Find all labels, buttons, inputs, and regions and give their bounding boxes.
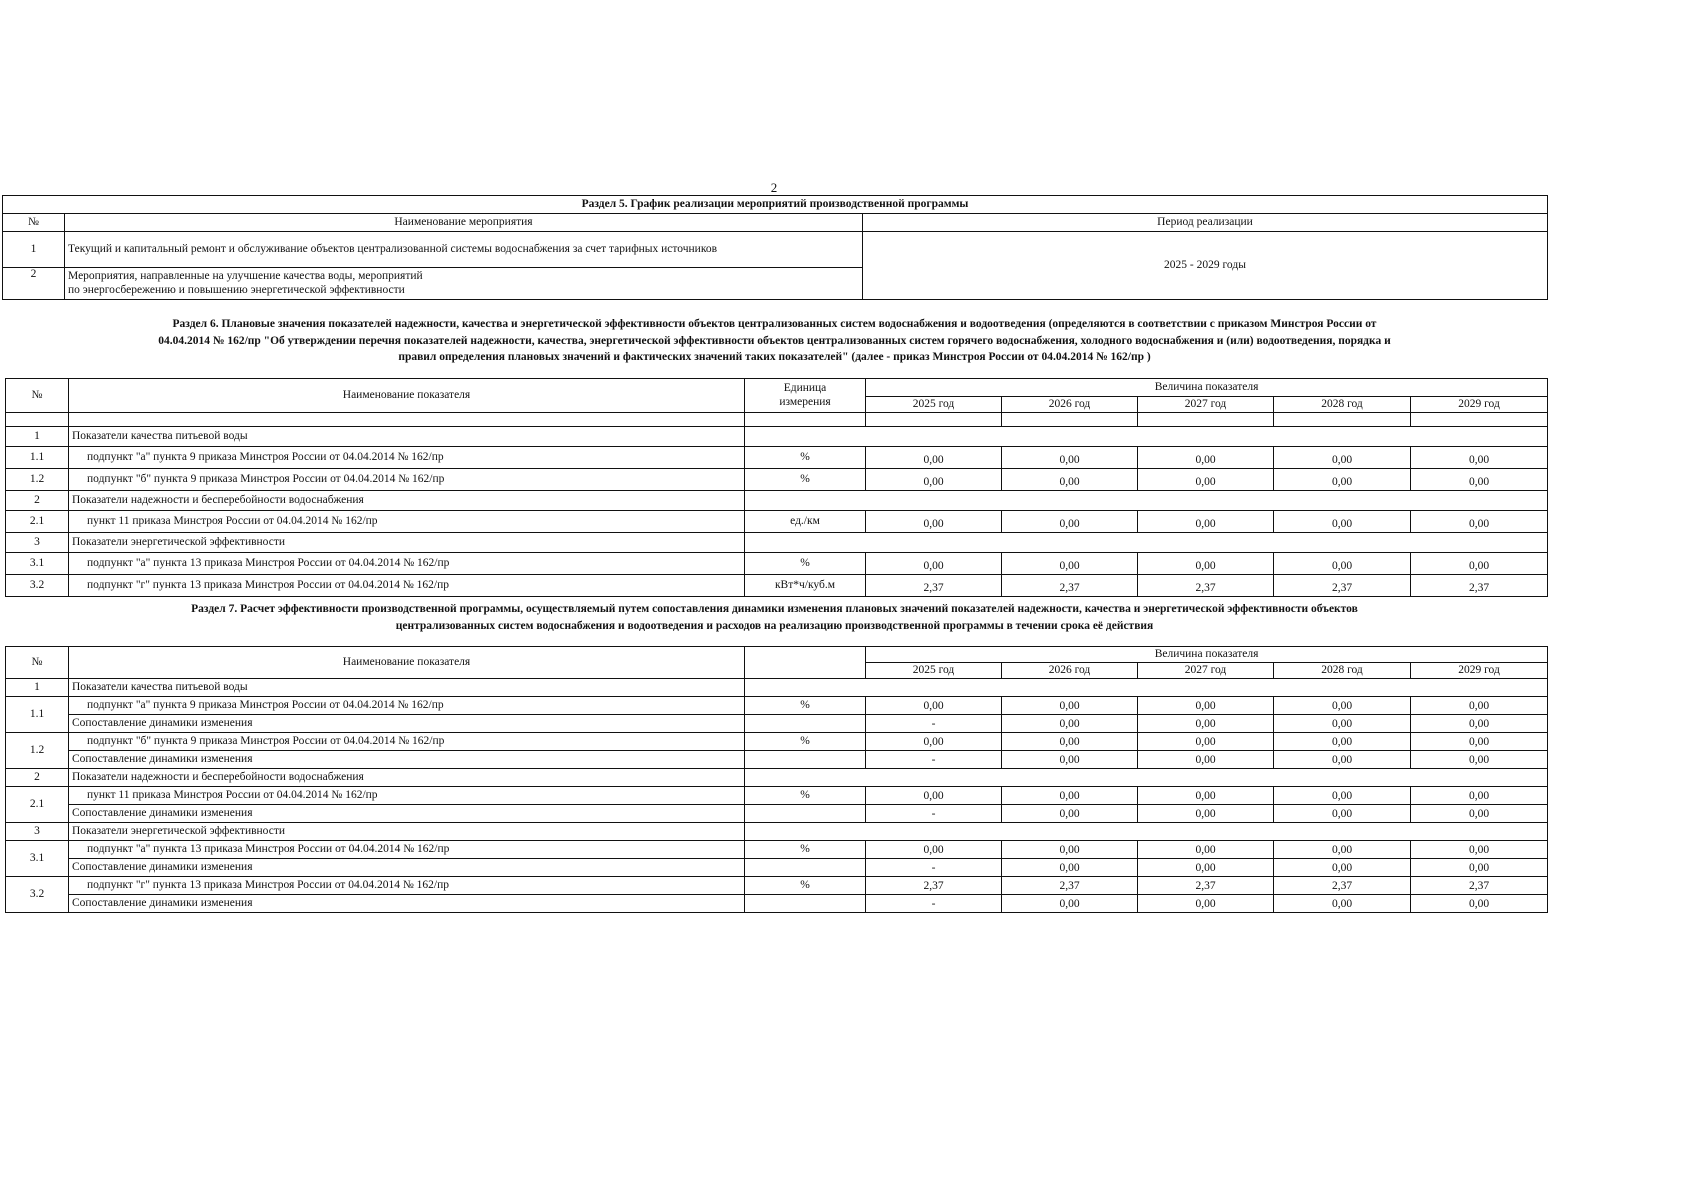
row-num: 1.2 bbox=[6, 733, 69, 769]
value: 0,00 bbox=[866, 447, 1002, 469]
empty-cell bbox=[745, 805, 866, 823]
empty-cell bbox=[745, 769, 1548, 787]
col-value-header: Величина показателя bbox=[866, 647, 1548, 663]
section6-table bbox=[5, 378, 1548, 597]
compare-value: 0,00 bbox=[1411, 805, 1548, 823]
row-num: 3 bbox=[6, 823, 69, 841]
section7-title-line: централизованных систем водоснабжения и водоотведения и расходов на реализацию производственной программы в течении срока её действия bbox=[395, 619, 1154, 632]
compare-value: 0,00 bbox=[1411, 895, 1548, 913]
row-num: 2 bbox=[6, 769, 69, 787]
section6-title bbox=[4, 316, 1545, 366]
value: 2,37 bbox=[1138, 575, 1274, 597]
indicator-name: пункт 11 приказа Минстроя России от 04.04.2014 № 162/пр bbox=[69, 511, 745, 533]
year-header: 2028 год bbox=[1274, 663, 1411, 679]
year-header: 2027 год bbox=[1138, 663, 1274, 679]
compare-value: 0,00 bbox=[1274, 751, 1411, 769]
compare-value: 0,00 bbox=[1274, 859, 1411, 877]
value: 2,37 bbox=[866, 575, 1002, 597]
col-name-header: Наименование показателя bbox=[69, 379, 745, 413]
compare-value: 0,00 bbox=[1274, 715, 1411, 733]
compare-value: - bbox=[866, 805, 1002, 823]
compare-value: 0,00 bbox=[1138, 859, 1274, 877]
empty-cell bbox=[745, 427, 1548, 447]
unit: % bbox=[745, 469, 866, 491]
compare-value: 0,00 bbox=[1138, 805, 1274, 823]
value: 0,00 bbox=[866, 697, 1002, 715]
compare-label: Сопоставление динамики изменения bbox=[69, 805, 745, 823]
group-name: Показатели качества питьевой воды bbox=[69, 427, 745, 447]
value: 2,37 bbox=[1274, 575, 1411, 597]
value: 2,37 bbox=[866, 877, 1002, 895]
value: 0,00 bbox=[1274, 697, 1411, 715]
compare-value: - bbox=[866, 715, 1002, 733]
col-num-header: № bbox=[6, 647, 69, 679]
compare-value: - bbox=[866, 751, 1002, 769]
compare-value: 0,00 bbox=[1411, 859, 1548, 877]
value: 0,00 bbox=[1002, 841, 1138, 859]
value: 0,00 bbox=[1411, 697, 1548, 715]
value: 0,00 bbox=[1274, 469, 1411, 491]
section7-title bbox=[4, 601, 1545, 634]
section5-table bbox=[2, 195, 1548, 300]
section7-table bbox=[5, 646, 1548, 913]
compare-value: 0,00 bbox=[1274, 895, 1411, 913]
year-header: 2028 год bbox=[1274, 397, 1411, 413]
compare-value: 0,00 bbox=[1138, 715, 1274, 733]
value: 0,00 bbox=[866, 553, 1002, 575]
indicator-name: подпункт "г" пункта 13 приказа Минстроя России от 04.04.2014 № 162/пр bbox=[69, 877, 745, 895]
unit-header-line: измерения bbox=[779, 395, 831, 408]
value: 0,00 bbox=[1411, 447, 1548, 469]
empty-cell bbox=[745, 533, 1548, 553]
value: 0,00 bbox=[1411, 733, 1548, 751]
value: 2,37 bbox=[1138, 877, 1274, 895]
group-name: Показатели надежности и бесперебойности водоснабжения bbox=[69, 769, 745, 787]
group-name: Показатели качества питьевой воды bbox=[69, 679, 745, 697]
value: 0,00 bbox=[1411, 787, 1548, 805]
empty-cell bbox=[745, 715, 866, 733]
col-name-header: Наименование показателя bbox=[69, 647, 745, 679]
indicator-name: подпункт "б" пункта 9 приказа Минстроя России от 04.04.2014 № 162/пр bbox=[69, 733, 745, 751]
year-header: 2029 год bbox=[1411, 663, 1548, 679]
value: 0,00 bbox=[1274, 553, 1411, 575]
value: 0,00 bbox=[1274, 447, 1411, 469]
unit: % bbox=[745, 733, 866, 751]
col-value-header: Величина показателя bbox=[866, 379, 1548, 397]
value: 0,00 bbox=[1138, 841, 1274, 859]
value: 0,00 bbox=[1138, 447, 1274, 469]
row-num: 1.2 bbox=[6, 469, 69, 491]
section7-title-line: Раздел 7. Расчет эффективности производственной программы, осуществляемый путем сопоставления динамики изменения плановых значений показателей надежности, качества и энергетической эффективности объектов bbox=[191, 603, 1358, 615]
section5-title: Раздел 5. График реализации мероприятий производственной программы bbox=[3, 196, 1548, 214]
indicator-name: подпункт "а" пункта 9 приказа Минстроя России от 04.04.2014 № 162/пр bbox=[69, 447, 745, 469]
value: 0,00 bbox=[866, 841, 1002, 859]
group-name: Показатели энергетической эффективности bbox=[69, 533, 745, 553]
value: 0,00 bbox=[1274, 787, 1411, 805]
value: 0,00 bbox=[866, 511, 1002, 533]
event-name-line: по энергосбережению и повышению энергетической эффективности bbox=[68, 283, 405, 296]
empty-cell bbox=[745, 859, 866, 877]
year-header: 2026 год bbox=[1002, 397, 1138, 413]
value: 0,00 bbox=[1138, 469, 1274, 491]
unit: кВт*ч/куб.м bbox=[745, 575, 866, 597]
unit: % bbox=[745, 787, 866, 805]
row-num: 3.2 bbox=[6, 877, 69, 913]
value: 0,00 bbox=[866, 787, 1002, 805]
compare-value: 0,00 bbox=[1138, 751, 1274, 769]
unit: % bbox=[745, 553, 866, 575]
value: 0,00 bbox=[1274, 733, 1411, 751]
row-num: 1 bbox=[6, 679, 69, 697]
empty-cell bbox=[745, 895, 866, 913]
compare-value: 0,00 bbox=[1138, 895, 1274, 913]
value: 0,00 bbox=[1002, 697, 1138, 715]
compare-value: 0,00 bbox=[1002, 859, 1138, 877]
indicator-name: подпункт "а" пункта 13 приказа Минстроя России от 04.04.2014 № 162/пр bbox=[69, 553, 745, 575]
compare-value: 0,00 bbox=[1002, 805, 1138, 823]
value: 2,37 bbox=[1274, 877, 1411, 895]
value: 0,00 bbox=[1138, 697, 1274, 715]
year-header: 2025 год bbox=[866, 397, 1002, 413]
unit: % bbox=[745, 841, 866, 859]
empty-cell bbox=[745, 491, 1548, 511]
section6-title-line: правил определения плановых значений и фактических значений таких показателей" (далее - приказ Минстроя России от 04.04.2014 № 162/пр ) bbox=[398, 351, 1151, 364]
unit: ед./км bbox=[745, 511, 866, 533]
compare-label: Сопоставление динамики изменения bbox=[69, 751, 745, 769]
compare-value: 0,00 bbox=[1411, 751, 1548, 769]
year-header: 2027 год bbox=[1138, 397, 1274, 413]
year-header: 2029 год bbox=[1411, 397, 1548, 413]
compare-label: Сопоставление динамики изменения bbox=[69, 895, 745, 913]
row-num: 1 bbox=[6, 427, 69, 447]
col-period-header: Период реализации bbox=[863, 214, 1548, 232]
value: 0,00 bbox=[1274, 511, 1411, 533]
value: 0,00 bbox=[1002, 511, 1138, 533]
empty-cell bbox=[745, 751, 866, 769]
value: 0,00 bbox=[1138, 553, 1274, 575]
value: 0,00 bbox=[1138, 733, 1274, 751]
value: 2,37 bbox=[1411, 877, 1548, 895]
period-value: 2025 - 2029 годы bbox=[863, 232, 1548, 300]
group-name: Показатели надежности и бесперебойности водоснабжения bbox=[69, 491, 745, 511]
value: 0,00 bbox=[866, 469, 1002, 491]
row-num: 3 bbox=[6, 533, 69, 553]
row-num: 1 bbox=[3, 232, 65, 268]
unit: % bbox=[745, 697, 866, 715]
row-num: 2.1 bbox=[6, 787, 69, 823]
value: 0,00 bbox=[1002, 553, 1138, 575]
compare-value: 0,00 bbox=[1411, 715, 1548, 733]
empty-cell bbox=[745, 823, 1548, 841]
value: 2,37 bbox=[1002, 877, 1138, 895]
compare-value: - bbox=[866, 895, 1002, 913]
value: 0,00 bbox=[1138, 787, 1274, 805]
compare-value: 0,00 bbox=[1002, 751, 1138, 769]
event-name: Текущий и капитальный ремонт и обслуживание объектов централизованной системы водоснабжения за счет тарифных источников bbox=[65, 232, 863, 268]
value: 0,00 bbox=[1002, 469, 1138, 491]
row-num: 1.1 bbox=[6, 697, 69, 733]
year-header: 2026 год bbox=[1002, 663, 1138, 679]
indicator-name: подпункт "г" пункта 13 приказа Минстроя России от 04.04.2014 № 162/пр bbox=[69, 575, 745, 597]
event-name bbox=[65, 268, 863, 300]
value: 0,00 bbox=[1002, 787, 1138, 805]
compare-value: - bbox=[866, 859, 1002, 877]
row-num: 1.1 bbox=[6, 447, 69, 469]
value: 0,00 bbox=[1002, 447, 1138, 469]
indicator-name: пункт 11 приказа Минстроя России от 04.04.2014 № 162/пр bbox=[69, 787, 745, 805]
value: 0,00 bbox=[1411, 469, 1548, 491]
col-unit-header bbox=[745, 379, 866, 413]
value: 2,37 bbox=[1002, 575, 1138, 597]
unit: % bbox=[745, 447, 866, 469]
unit: % bbox=[745, 877, 866, 895]
value: 2,37 bbox=[1411, 575, 1548, 597]
row-num: 3.1 bbox=[6, 841, 69, 877]
unit-header-line: Единица bbox=[783, 382, 827, 395]
empty-cell bbox=[745, 679, 1548, 697]
group-name: Показатели энергетической эффективности bbox=[69, 823, 745, 841]
col-num-header: № bbox=[3, 214, 65, 232]
compare-value: 0,00 bbox=[1002, 895, 1138, 913]
value: 0,00 bbox=[1411, 841, 1548, 859]
row-num: 3.2 bbox=[6, 575, 69, 597]
indicator-name: подпункт "б" пункта 9 приказа Минстроя России от 04.04.2014 № 162/пр bbox=[69, 469, 745, 491]
col-name-header: Наименование мероприятия bbox=[65, 214, 863, 232]
row-num: 2.1 bbox=[6, 511, 69, 533]
row-num: 3.1 bbox=[6, 553, 69, 575]
value: 0,00 bbox=[1138, 511, 1274, 533]
event-name-line: Мероприятия, направленные на улучшение качества воды, мероприятий bbox=[68, 270, 423, 283]
year-header: 2025 год bbox=[866, 663, 1002, 679]
value: 0,00 bbox=[1274, 841, 1411, 859]
value: 0,00 bbox=[1002, 733, 1138, 751]
section6-title-line: Раздел 6. Плановые значения показателей надежности, качества и энергетической эффективности объектов централизованных систем водоснабжения и водоотведения (определяются в соответствии с приказом Минстроя России от bbox=[172, 318, 1377, 330]
page-number: 2 bbox=[770, 180, 778, 195]
compare-label: Сопоставление динамики изменения bbox=[69, 859, 745, 877]
compare-label: Сопоставление динамики изменения bbox=[69, 715, 745, 733]
value: 0,00 bbox=[866, 733, 1002, 751]
compare-value: 0,00 bbox=[1274, 805, 1411, 823]
section6-title-line: 04.04.2014 № 162/пр "Об утверждении перечня показателей надежности, качества, энергетической эффективности объектов централизованных систем горячего водоснабжения, холодного водоснабжения и (или) водоотведения, порядка и bbox=[158, 334, 1391, 347]
row-num: 2 bbox=[3, 268, 65, 300]
indicator-name: подпункт "а" пункта 13 приказа Минстроя России от 04.04.2014 № 162/пр bbox=[69, 841, 745, 859]
indicator-name: подпункт "а" пункта 9 приказа Минстроя России от 04.04.2014 № 162/пр bbox=[69, 697, 745, 715]
compare-value: 0,00 bbox=[1002, 715, 1138, 733]
value: 0,00 bbox=[1411, 553, 1548, 575]
row-num: 2 bbox=[6, 491, 69, 511]
col-unit-header bbox=[745, 647, 866, 679]
value: 0,00 bbox=[1411, 511, 1548, 533]
col-num-header: № bbox=[6, 379, 69, 413]
